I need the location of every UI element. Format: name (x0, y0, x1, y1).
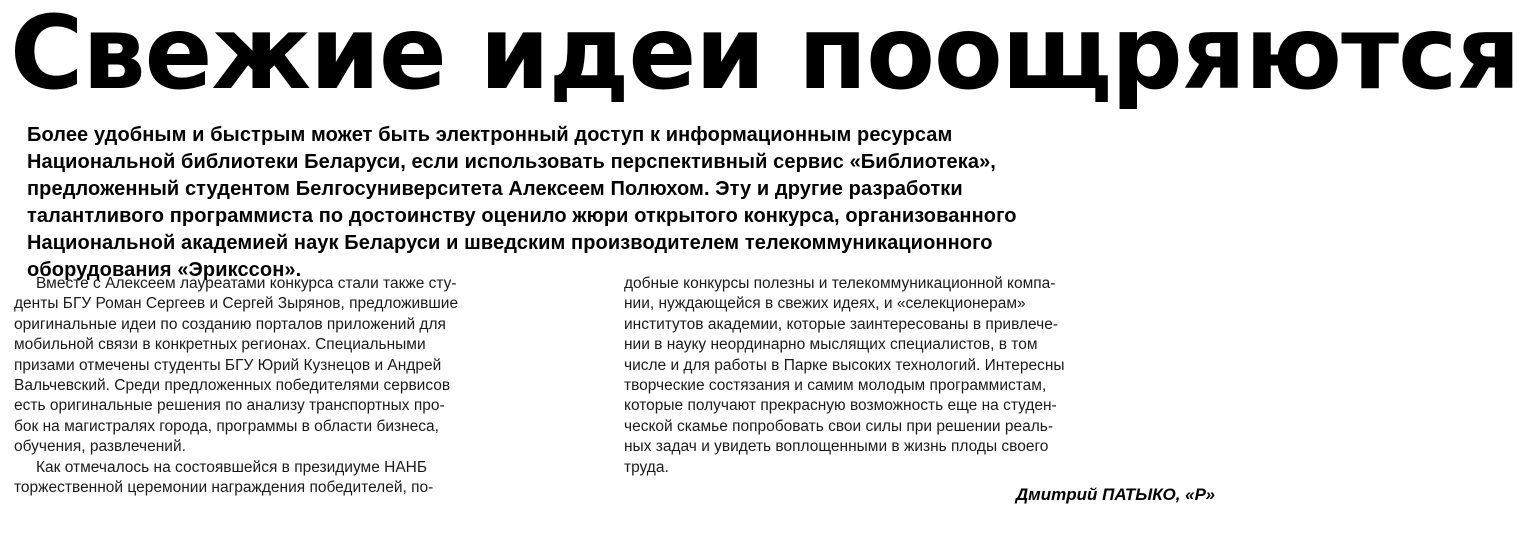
body-line: Вальчевский. Среди предложенных победителями сервисов (14, 377, 451, 395)
body-line: труда. (624, 458, 669, 476)
headline-block (10, 0, 1520, 118)
body-line: бок на магистралях города, программы в области бизнеса, (14, 417, 439, 435)
lead-line: оборудования «Эрикссон». (27, 259, 302, 281)
body-line: торжественной церемонии награждения победителей, по- (14, 479, 434, 497)
body-line: числе и для работы в Парке высоких технологий. Интересны (624, 356, 1065, 374)
body-line: обучения, развлечений. (14, 438, 186, 456)
body-line: ческой скамье попробовать свои силы при решении реаль- (624, 417, 1053, 435)
body-line: денты БГУ Роман Сергеев и Сергей Зырянов, предложившие (14, 295, 459, 313)
body-line: мобильной связи в конкретных регионах. Специальными (14, 336, 426, 354)
article-headline: Свежие идеи поощряются (10, 0, 1520, 113)
body-line: есть оригинальные решения по анализу транспортных про- (14, 397, 445, 415)
body-line: призами отмечены студенты БГУ Юрий Кузнецов и Андрей (14, 356, 442, 374)
author-byline: Дмитрий ПАТЫКО, «Р» (1015, 485, 1215, 504)
lead-line: Более удобным и быстрым может быть электронный доступ к информационным ресурсам (27, 124, 953, 146)
body-line: ных задач и увидеть воплощенными в жизнь плоды своего (624, 438, 1049, 456)
lead-line: предложенный студентом Белгосуниверситета Алексеем Полюхом. Эту и другие разработки (27, 178, 963, 200)
lead-line: Национальной библиотеки Беларуси, если использовать перспективный сервис «Библиотека», (27, 151, 996, 173)
body-line: добные конкурсы полезны и телекоммуникационной компа- (624, 275, 1056, 292)
body-line: которые получают прекрасную возможность еще на студен- (624, 397, 1057, 415)
right-column (624, 274, 1216, 478)
body-line: нии в науку неординарно мыслящих специалистов, в том (624, 336, 1038, 354)
lead-line: талантливого программиста по достоинству оценило жюри открытого конкурса, организованного (27, 205, 1017, 227)
body-line: творческие состязания и самим молодым программистам, (624, 377, 1047, 395)
left-column (14, 274, 600, 498)
lead-line: Национальной академией наук Беларуси и шведским производителем телекоммуникационного (27, 232, 993, 254)
body-line: оригинальные идеи по созданию порталов приложений для (14, 315, 446, 333)
body-line: Как отмечалось на состоявшейся в президиуме НАНБ (36, 458, 428, 476)
body-line: Вместе с Алексеем лауреатами конкурса стали также сту- (36, 275, 457, 292)
lead-paragraph (27, 122, 1222, 284)
body-line: нии, нуждающейся в свежих идеях, и «селекционерам» (624, 295, 1026, 313)
body-line: институтов академии, которые заинтересованы в привлече- (624, 315, 1058, 333)
